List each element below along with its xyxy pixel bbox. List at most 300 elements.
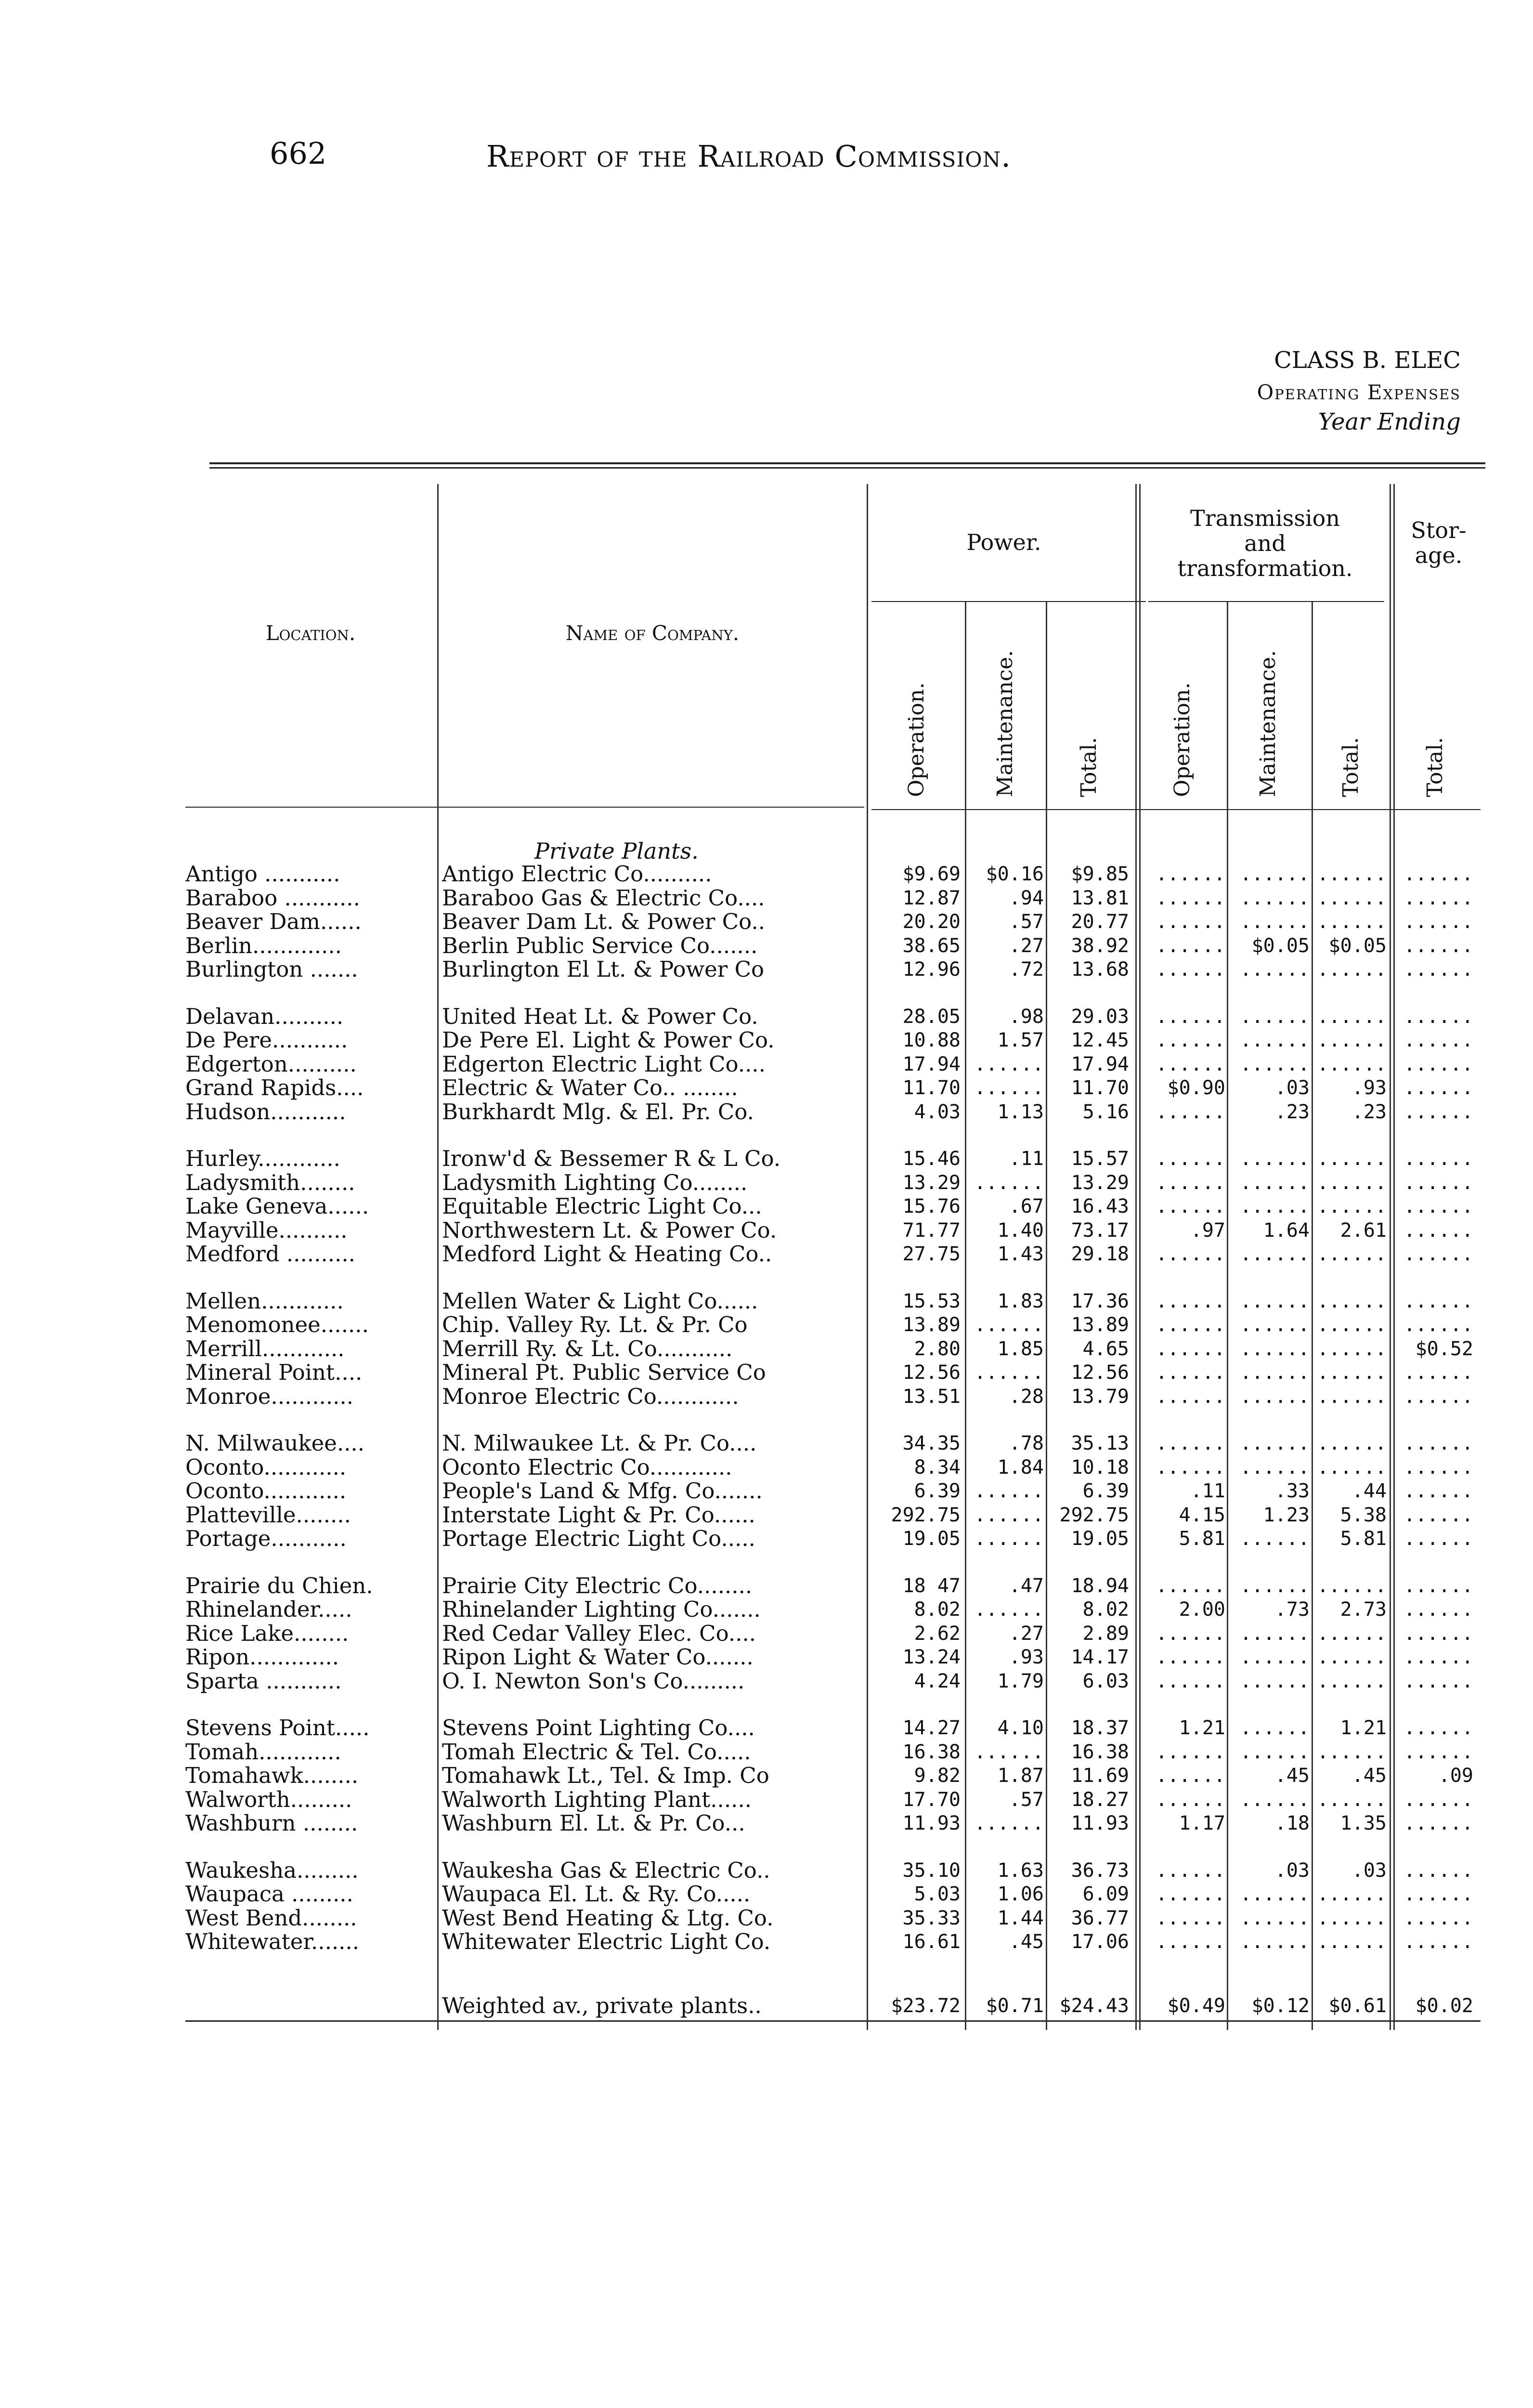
value-cell: ...... [1240, 887, 1310, 909]
value-cell: ...... [1317, 1029, 1387, 1051]
value-cell: 17.06 [1071, 1931, 1129, 1953]
company-cell: Electric & Water Co.. ........ [442, 1076, 738, 1100]
value-cell: ...... [1156, 1148, 1225, 1170]
value-cell: ...... [1317, 1385, 1387, 1408]
transmission-line-2: and [1244, 530, 1286, 556]
value-cell: 13.89 [902, 1314, 961, 1336]
value-cell: 19.05 [1071, 1528, 1129, 1550]
value-cell: ...... [1317, 958, 1387, 981]
value-cell: ...... [1240, 1171, 1310, 1194]
value-cell: $0.05 [1251, 934, 1310, 957]
value-cell: ...... [1240, 1148, 1310, 1170]
trans-maintenance-header: Maintenance. [1256, 650, 1280, 797]
value-cell: ...... [1240, 1883, 1310, 1905]
location-cell: Beaver Dam...... [185, 910, 362, 934]
value-cell: 4.24 [914, 1670, 961, 1692]
location-header: Location. [265, 621, 356, 645]
value-cell: 18 47 [902, 1574, 961, 1597]
value-cell: ...... [1240, 1337, 1310, 1360]
location-cell: Baraboo ........... [185, 886, 360, 910]
value-cell: ...... [1317, 887, 1387, 909]
value-cell: ...... [1156, 1907, 1225, 1929]
location-cell: N. Milwaukee.... [185, 1431, 365, 1455]
value-cell: ...... [1317, 1243, 1387, 1265]
value-cell: ...... [1156, 1290, 1225, 1312]
table-row [0, 886, 1533, 910]
location-cell: Platteville........ [185, 1503, 351, 1527]
value-cell: ...... [1403, 1005, 1473, 1028]
value-cell: 292.75 [1059, 1504, 1129, 1526]
value-cell: .73 [1274, 1598, 1310, 1621]
location-cell: Portage........... [185, 1527, 347, 1551]
value-cell: ...... [974, 1598, 1044, 1621]
value-cell: ...... [1156, 1029, 1225, 1051]
total-label: Weighted av., private plants.. [442, 1994, 762, 2018]
value-cell: .45 [1351, 1765, 1387, 1787]
value-cell: ...... [1403, 934, 1473, 957]
value-cell: 2.80 [914, 1337, 961, 1360]
company-cell: Berlin Public Service Co....... [442, 933, 758, 958]
value-cell: ...... [1240, 1029, 1310, 1051]
value-cell: ...... [1240, 1005, 1310, 1028]
value-cell: 5.81 [1179, 1528, 1225, 1550]
value-cell: ...... [1156, 1788, 1225, 1811]
power-group-header: Power. [966, 529, 1041, 555]
value-cell: ...... [1156, 1195, 1225, 1217]
value-cell: .94 [1009, 887, 1044, 909]
location-cell: Merrill............ [185, 1336, 345, 1361]
value-cell: ...... [1240, 1361, 1310, 1384]
value-cell: ...... [1156, 1243, 1225, 1265]
table-row [0, 1431, 1533, 1455]
value-cell: ...... [1156, 1931, 1225, 1953]
table-row [0, 1811, 1533, 1835]
value-cell: ...... [1403, 1100, 1473, 1123]
value-cell: 13.89 [1071, 1314, 1129, 1336]
value-cell: ...... [1240, 1053, 1310, 1075]
value-cell: .03 [1274, 1077, 1310, 1099]
company-cell: Waupaca El. Lt. & Ry. Co..... [442, 1882, 751, 1906]
company-cell: Tomah Electric & Tel. Co..... [442, 1740, 751, 1764]
value-cell: ...... [974, 1053, 1044, 1075]
value-cell: ...... [1403, 1029, 1473, 1051]
value-cell: ...... [1403, 1456, 1473, 1479]
value-cell: .18 [1274, 1812, 1310, 1834]
company-cell: O. I. Newton Son's Co......... [442, 1669, 745, 1693]
location-cell: Mellen............ [185, 1289, 344, 1313]
value-cell: ...... [974, 1480, 1044, 1502]
value-cell: ...... [1403, 1741, 1473, 1763]
value-cell: ...... [1156, 1053, 1225, 1075]
company-cell: Ripon Light & Water Co....... [442, 1645, 754, 1669]
value-cell: 9.82 [914, 1765, 961, 1787]
value-cell: .67 [1009, 1195, 1044, 1217]
value-cell: ...... [1403, 1598, 1473, 1621]
value-cell: .93 [1351, 1077, 1387, 1099]
value-cell: 1.13 [997, 1100, 1044, 1123]
value-cell: ...... [1317, 1741, 1387, 1763]
value-cell: .47 [1009, 1574, 1044, 1597]
company-cell: Ladysmith Lighting Co........ [442, 1170, 748, 1195]
table-row [0, 862, 1533, 886]
table-row [0, 1479, 1533, 1503]
value-cell: .28 [1009, 1385, 1044, 1408]
value-cell: ...... [1403, 1171, 1473, 1194]
table-row [0, 910, 1533, 934]
value-cell: 10.88 [902, 1029, 961, 1051]
value-cell: 1.35 [1340, 1812, 1387, 1834]
total-row [0, 1994, 1533, 2018]
value-cell: ...... [974, 1314, 1044, 1336]
location-cell: Hudson........... [185, 1099, 346, 1124]
table-row [0, 957, 1533, 982]
table-row [0, 1930, 1533, 1954]
table-row [0, 1622, 1533, 1646]
value-cell: 12.56 [902, 1361, 961, 1384]
value-cell: 1.21 [1179, 1717, 1225, 1739]
table-row [0, 1645, 1533, 1669]
location-cell: Tomah............ [185, 1740, 341, 1764]
value-cell: 4.10 [997, 1717, 1044, 1739]
value-cell: 34.35 [902, 1432, 961, 1454]
value-cell: 13.68 [1071, 958, 1129, 981]
company-cell: Mellen Water & Light Co...... [442, 1289, 758, 1313]
value-cell: ...... [974, 1077, 1044, 1099]
value-cell: $0.90 [1167, 1077, 1225, 1099]
value-cell: ...... [1403, 1314, 1473, 1336]
value-cell: ...... [1317, 911, 1387, 933]
company-cell: Walworth Lighting Plant...... [442, 1787, 752, 1812]
value-cell: ...... [1403, 911, 1473, 933]
storage-group-header [1395, 518, 1482, 568]
value-cell: 14.17 [1071, 1646, 1129, 1668]
value-cell: 1.85 [997, 1337, 1044, 1360]
value-cell: ...... [1156, 1432, 1225, 1454]
table-row [0, 1740, 1533, 1764]
value-cell: .27 [1009, 1622, 1044, 1645]
transmission-group-header [1141, 506, 1389, 581]
value-cell: ...... [1156, 934, 1225, 957]
company-cell: Mineral Pt. Public Service Co [442, 1361, 766, 1385]
value-cell: ...... [1403, 1504, 1473, 1526]
value-cell: ...... [1156, 1765, 1225, 1787]
value-cell: ...... [1240, 1195, 1310, 1217]
value-cell: 16.38 [1071, 1741, 1129, 1763]
value-cell: .45 [1009, 1931, 1044, 1953]
location-cell: Sparta ........... [185, 1669, 342, 1693]
value-cell: ...... [1403, 1195, 1473, 1217]
value-cell: .03 [1274, 1859, 1310, 1882]
value-cell: .98 [1009, 1005, 1044, 1028]
value-cell: ...... [1156, 1361, 1225, 1384]
value-cell: .03 [1351, 1859, 1387, 1882]
value-cell: 8.02 [1082, 1598, 1129, 1621]
value-cell: ...... [1156, 1622, 1225, 1645]
value-cell: ...... [1403, 1574, 1473, 1597]
company-cell: Ironw'd & Bessemer R & L Co. [442, 1147, 781, 1171]
location-cell: Mayville.......... [185, 1218, 348, 1243]
value-cell: ...... [1240, 1646, 1310, 1668]
value-cell: 4.03 [914, 1100, 961, 1123]
total-value: $0.12 [1251, 1995, 1310, 2017]
page-number: 662 [270, 136, 327, 171]
table-row [0, 1147, 1533, 1171]
value-cell: ...... [1240, 1622, 1310, 1645]
value-cell: 17.36 [1071, 1290, 1129, 1312]
value-cell: 1.21 [1340, 1717, 1387, 1739]
value-cell: ...... [1156, 1456, 1225, 1479]
value-cell: 1.23 [1263, 1504, 1310, 1526]
value-cell: 6.39 [914, 1480, 961, 1502]
table-row [0, 1194, 1533, 1218]
location-cell: Edgerton.......... [185, 1052, 357, 1076]
value-cell: ...... [1317, 1290, 1387, 1312]
value-cell: 17.94 [1071, 1053, 1129, 1075]
value-cell: 15.53 [902, 1290, 961, 1312]
company-cell: Interstate Light & Pr. Co...... [442, 1503, 755, 1527]
value-cell: ...... [1317, 1053, 1387, 1075]
value-cell: 14.27 [902, 1717, 961, 1739]
company-cell: Chip. Valley Ry. Lt. & Pr. Co [442, 1313, 748, 1337]
value-cell: ...... [1403, 1053, 1473, 1075]
value-cell: 6.39 [1082, 1480, 1129, 1502]
value-cell: 29.03 [1071, 1005, 1129, 1028]
value-cell: 11.70 [902, 1077, 961, 1099]
value-cell: $9.85 [1071, 863, 1129, 885]
storage-line-2: age. [1415, 542, 1463, 568]
table-row [0, 1242, 1533, 1266]
value-cell: 2.89 [1082, 1622, 1129, 1645]
value-cell: ...... [1317, 1788, 1387, 1811]
location-cell: Oconto............ [185, 1455, 347, 1479]
value-cell: .57 [1009, 1788, 1044, 1811]
value-cell: ...... [1403, 1243, 1473, 1265]
value-cell: ...... [1317, 1361, 1387, 1384]
value-cell: 12.87 [902, 887, 961, 909]
value-cell: ...... [1156, 1171, 1225, 1194]
value-cell: 35.33 [902, 1907, 961, 1929]
location-cell: Washburn ........ [185, 1811, 358, 1835]
transmission-line-1: Transmission [1190, 505, 1340, 531]
location-cell: Monroe............ [185, 1384, 354, 1409]
company-cell: De Pere El. Light & Power Co. [442, 1028, 775, 1052]
value-cell: ...... [1317, 1171, 1387, 1194]
value-cell: 36.77 [1071, 1907, 1129, 1929]
table-row [0, 1503, 1533, 1527]
table-subtitle: Operating Expenses [1257, 380, 1461, 404]
company-cell: Merrill Ry. & Lt. Co........... [442, 1336, 733, 1361]
table-row [0, 1076, 1533, 1100]
value-cell: 1.57 [997, 1029, 1044, 1051]
company-cell: Edgerton Electric Light Co.... [442, 1052, 766, 1076]
company-cell: Tomahawk Lt., Tel. & Imp. Co [442, 1764, 769, 1788]
value-cell: 1.06 [997, 1883, 1044, 1905]
total-value: $23.72 [891, 1995, 961, 2017]
value-cell: .57 [1009, 911, 1044, 933]
value-cell: 27.75 [902, 1243, 961, 1265]
company-cell: Waukesha Gas & Electric Co.. [442, 1858, 770, 1883]
value-cell: 1.83 [997, 1290, 1044, 1312]
value-cell: 1.79 [997, 1670, 1044, 1692]
value-cell: 1.43 [997, 1243, 1044, 1265]
value-cell: 71.77 [902, 1219, 961, 1242]
value-cell: ...... [1156, 1646, 1225, 1668]
value-cell: ...... [1317, 1646, 1387, 1668]
location-cell: Burlington ....... [185, 957, 358, 982]
location-cell: Ladysmith........ [185, 1170, 355, 1195]
value-cell: ...... [974, 1741, 1044, 1763]
table-row [0, 1052, 1533, 1076]
value-cell: 38.92 [1071, 934, 1129, 957]
top-rule-2 [209, 467, 1485, 469]
total-value: $0.49 [1167, 1995, 1225, 2017]
value-cell: ...... [974, 1361, 1044, 1384]
value-cell: ...... [1240, 1931, 1310, 1953]
value-cell: ...... [1403, 1385, 1473, 1408]
value-cell: .27 [1009, 934, 1044, 957]
value-cell: 13.29 [902, 1171, 961, 1194]
value-cell: 5.16 [1082, 1100, 1129, 1123]
table-row [0, 1313, 1533, 1337]
value-cell: ...... [1240, 1243, 1310, 1265]
power-total-header: Total. [1077, 737, 1101, 797]
company-cell: Washburn El. Lt. & Pr. Co... [442, 1811, 745, 1835]
location-cell: Tomahawk........ [185, 1764, 359, 1788]
table-row [0, 1171, 1533, 1195]
value-cell: ...... [1240, 911, 1310, 933]
value-cell: ...... [1403, 1670, 1473, 1692]
table-row [0, 1028, 1533, 1052]
company-cell: Antigo Electric Co.......... [442, 862, 712, 886]
value-cell: 5.81 [1340, 1528, 1387, 1550]
power-operation-header: Operation. [904, 682, 929, 797]
value-cell: ...... [1156, 1100, 1225, 1123]
value-cell: 35.13 [1071, 1432, 1129, 1454]
value-cell: ...... [1240, 1717, 1310, 1739]
value-cell: ...... [1403, 1646, 1473, 1668]
section-heading: Private Plants. [534, 838, 699, 864]
company-cell: Red Cedar Valley Elec. Co.... [442, 1621, 756, 1646]
company-cell: Rhinelander Lighting Co....... [442, 1597, 761, 1622]
location-cell: Prairie du Chien. [185, 1573, 373, 1598]
value-cell: 12.96 [902, 958, 961, 981]
value-cell: 1.84 [997, 1456, 1044, 1479]
value-cell: ...... [1156, 1385, 1225, 1408]
value-cell: ...... [1156, 911, 1225, 933]
trans-total-header: Total. [1338, 737, 1363, 797]
value-cell: ...... [1317, 863, 1387, 885]
value-cell: 1.63 [997, 1859, 1044, 1882]
storage-line-1: Stor- [1411, 517, 1467, 543]
company-header: Name of Company. [565, 621, 740, 645]
value-cell: $9.69 [902, 863, 961, 885]
table-row [0, 1337, 1533, 1361]
table-row [0, 1764, 1533, 1788]
top-rule [209, 462, 1485, 464]
value-cell: ...... [1240, 1290, 1310, 1312]
value-cell: .78 [1009, 1432, 1044, 1454]
total-value: $0.71 [986, 1995, 1044, 2017]
value-cell: 11.69 [1071, 1765, 1129, 1787]
value-cell: 6.09 [1082, 1883, 1129, 1905]
table-row [0, 1100, 1533, 1124]
value-cell: ...... [1403, 1859, 1473, 1882]
value-cell: 17.70 [902, 1788, 961, 1811]
value-cell: 13.51 [902, 1385, 961, 1408]
table-row [0, 934, 1533, 958]
location-cell: Menomonee....... [185, 1313, 369, 1337]
value-cell: 4.15 [1179, 1504, 1225, 1526]
value-cell: ...... [1240, 958, 1310, 981]
table-row [0, 1716, 1533, 1740]
value-cell: ...... [1403, 1931, 1473, 1953]
class-title: CLASS B. ELEC [1274, 347, 1461, 374]
value-cell: ...... [1317, 1432, 1387, 1454]
value-cell: 15.76 [902, 1195, 961, 1217]
value-cell: 5.38 [1340, 1504, 1387, 1526]
location-cell: Hurley............ [185, 1147, 340, 1171]
value-cell: 1.64 [1263, 1219, 1310, 1242]
value-cell: ...... [1156, 1883, 1225, 1905]
value-cell: ...... [1403, 1219, 1473, 1242]
company-cell: Portage Electric Light Co..... [442, 1527, 755, 1551]
value-cell: ...... [1403, 863, 1473, 885]
value-cell: 5.03 [914, 1883, 961, 1905]
value-cell: ...... [1317, 1314, 1387, 1336]
table-row [0, 1882, 1533, 1906]
value-cell: ...... [1403, 1528, 1473, 1550]
value-cell: 18.27 [1071, 1788, 1129, 1811]
storage-total-header: Total. [1423, 737, 1447, 797]
location-cell: Rhinelander..... [185, 1597, 352, 1622]
header-rule-left [185, 807, 864, 808]
location-cell: Grand Rapids.... [185, 1076, 364, 1100]
value-cell: ...... [1317, 1574, 1387, 1597]
value-cell: ...... [1156, 1005, 1225, 1028]
value-cell: 18.37 [1071, 1717, 1129, 1739]
value-cell: ...... [1317, 1670, 1387, 1692]
value-cell: .09 [1438, 1765, 1473, 1787]
company-cell: Whitewater Electric Light Co. [442, 1930, 771, 1954]
value-cell: .45 [1274, 1765, 1310, 1787]
value-cell: 1.17 [1179, 1812, 1225, 1834]
company-cell: United Heat Lt. & Power Co. [442, 1004, 758, 1029]
value-cell: 10.18 [1071, 1456, 1129, 1479]
value-cell: ...... [1403, 958, 1473, 981]
value-cell: ...... [1240, 1456, 1310, 1479]
value-cell: $0.52 [1415, 1337, 1473, 1360]
value-cell: ...... [1156, 1670, 1225, 1692]
total-value: $24.43 [1059, 1995, 1129, 2017]
company-cell: Prairie City Electric Co........ [442, 1573, 753, 1598]
location-cell: Medford .......... [185, 1242, 355, 1266]
value-cell: ...... [1403, 1432, 1473, 1454]
value-cell: ...... [1403, 1907, 1473, 1929]
table-row [0, 1218, 1533, 1243]
value-cell: ...... [974, 1504, 1044, 1526]
value-cell: ...... [1317, 1883, 1387, 1905]
value-cell: ...... [974, 1812, 1044, 1834]
value-cell: ...... [1317, 1931, 1387, 1953]
value-cell: $0.16 [986, 863, 1044, 885]
value-cell: 1.44 [997, 1907, 1044, 1929]
value-cell: ...... [1403, 1480, 1473, 1502]
value-cell: ...... [1317, 1337, 1387, 1360]
company-cell: Oconto Electric Co............ [442, 1455, 732, 1479]
value-cell: .97 [1190, 1219, 1225, 1242]
table-row [0, 1788, 1533, 1812]
value-cell: 13.79 [1071, 1385, 1129, 1408]
